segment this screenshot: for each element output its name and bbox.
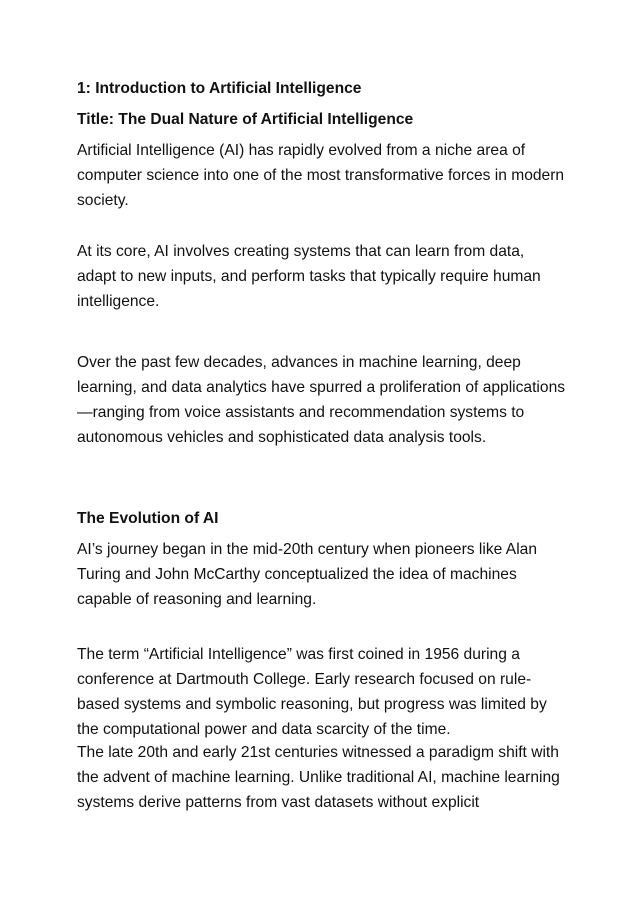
evolution-paragraph-3: The late 20th and early 21st centuries witnessed a paradigm shift with the advent of machine learning. Unlike traditional AI, machine learning systems derive patterns from vast datasets without explicit (77, 744, 560, 811)
intro-paragraph-2: At its core, AI involves creating systems that can learn from data, adapt to new inputs, and perform tasks that typically require human intelligence. (77, 243, 541, 310)
document-title: Title: The Dual Nature of Artificial Intelligence (77, 111, 414, 128)
evolution-heading: The Evolution of AI (77, 510, 219, 527)
evolution-paragraph-1: AI’s journey began in the mid-20th century when pioneers like Alan Turing and John McCarthy conceptualized the idea of machines capable of reasoning and learning. (77, 541, 538, 608)
evolution-paragraph-2: The term “Artificial Intelligence” was first coined in 1956 during a conference at Dartmouth College. Early research focused on rule-based systems and symbolic reasoning, but progress was limited by the computational power and data scarcity of the time. (77, 646, 547, 738)
intro-paragraph-1: Artificial Intelligence (AI) has rapidly evolved from a niche area of computer science into one of the most transformative forces in modern society. (77, 142, 565, 209)
section-heading: 1: Introduction to Artificial Intelligence (77, 80, 362, 97)
intro-paragraph-3: Over the past few decades, advances in machine learning, deep learning, and data analytics have spurred a proliferation of applications—ranging from voice assistants and recommendation systems to autonomous vehicles and sophisticated data analysis tools. (77, 354, 566, 446)
